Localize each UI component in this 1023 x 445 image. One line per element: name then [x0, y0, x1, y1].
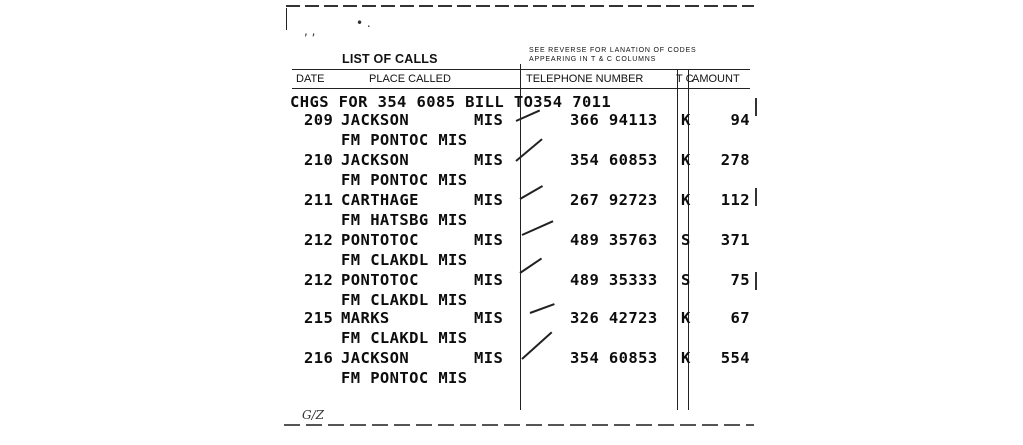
- column-header-place: PLACE CALLED: [369, 73, 451, 85]
- call-tc: K: [681, 151, 691, 169]
- call-place: PONTOTOC: [341, 231, 419, 249]
- call-origin: FM CLAKDL MIS: [341, 291, 468, 309]
- call-row: [284, 110, 750, 130]
- call-date: 215: [304, 309, 334, 327]
- call-date: 212: [304, 271, 334, 289]
- check-mark: [521, 331, 552, 359]
- call-row: [284, 270, 750, 290]
- call-row: [284, 308, 750, 328]
- codes-note-line-1: SEE REVERSE FOR LANATION OF CODES: [529, 47, 697, 54]
- call-origin-row: [284, 170, 468, 190]
- ink-specks: • .: [356, 16, 371, 30]
- call-phone: 267 92723: [570, 191, 658, 209]
- call-place: MARKS: [341, 309, 390, 327]
- call-origin-row: [284, 290, 468, 310]
- call-tc: K: [681, 349, 691, 367]
- call-date: 216: [304, 349, 334, 367]
- call-state: MIS: [474, 191, 504, 209]
- call-row: [284, 190, 750, 210]
- call-list-form: [284, 2, 760, 440]
- footer-scrawl: G/Z: [302, 408, 324, 422]
- call-place: CARTHAGE: [341, 191, 419, 209]
- call-state: MIS: [474, 151, 504, 169]
- call-origin: FM CLAKDL MIS: [341, 251, 468, 269]
- check-mark: [530, 303, 555, 314]
- call-origin-row: [284, 250, 468, 270]
- call-origin-row: [284, 368, 468, 388]
- call-date: 210: [304, 151, 334, 169]
- column-header-tc: T C: [676, 73, 694, 85]
- column-header-phone: TELEPHONE NUMBER: [526, 73, 644, 85]
- call-origin: FM PONTOC MIS: [341, 171, 468, 189]
- right-edge-mark: [755, 98, 757, 116]
- check-mark: [520, 185, 544, 200]
- call-amount: 554: [720, 349, 750, 367]
- call-tc: S: [681, 231, 691, 249]
- call-tc: K: [681, 309, 691, 327]
- call-phone: 326 42723: [570, 309, 658, 327]
- call-tc: S: [681, 271, 691, 289]
- column-header-date: DATE: [296, 73, 325, 85]
- call-row: [284, 150, 750, 170]
- call-place: JACKSON: [341, 349, 410, 367]
- call-tc: K: [681, 111, 691, 129]
- call-place: JACKSON: [341, 151, 410, 169]
- call-date: 211: [304, 191, 334, 209]
- corner-mark: [286, 8, 287, 30]
- call-amount: 94: [730, 111, 750, 129]
- check-mark: [522, 220, 554, 236]
- call-row: [284, 348, 750, 368]
- top-dashed-border: [286, 5, 754, 7]
- ink-specks: , ,: [304, 24, 316, 38]
- call-state: MIS: [474, 111, 504, 129]
- call-state: MIS: [474, 231, 504, 249]
- bottom-dashed-border: [284, 424, 754, 426]
- call-amount: 371: [720, 231, 750, 249]
- call-state: MIS: [474, 271, 504, 289]
- codes-note-line-2: APPEARING IN T & C COLUMNS: [529, 56, 657, 63]
- call-place: JACKSON: [341, 111, 410, 129]
- call-origin-row: [284, 130, 468, 150]
- call-tc: K: [681, 191, 691, 209]
- column-header-amount: AMOUNT: [692, 73, 740, 85]
- call-origin: FM CLAKDL MIS: [341, 329, 468, 347]
- call-phone: 354 60853: [570, 151, 658, 169]
- call-phone: 354 60853: [570, 349, 658, 367]
- right-edge-mark: [755, 272, 757, 290]
- call-amount: 112: [720, 191, 750, 209]
- call-phone: 366 94113: [570, 111, 658, 129]
- call-place: PONTOTOC: [341, 271, 419, 289]
- call-origin-row: [284, 328, 468, 348]
- phone-tc-divider: [677, 70, 678, 410]
- check-mark: [519, 258, 542, 274]
- right-edge-mark: [755, 188, 757, 206]
- call-origin: FM PONTOC MIS: [341, 131, 468, 149]
- call-date: 212: [304, 231, 334, 249]
- call-state: MIS: [474, 349, 504, 367]
- header-bottom-rule: [292, 88, 750, 89]
- call-date: 209: [304, 111, 334, 129]
- call-origin: FM PONTOC MIS: [341, 369, 468, 387]
- call-state: MIS: [474, 309, 504, 327]
- call-phone: 489 35763: [570, 231, 658, 249]
- call-amount: 67: [730, 309, 750, 327]
- call-origin-row: [284, 210, 468, 230]
- call-origin: FM HATSBG MIS: [341, 211, 468, 229]
- call-amount: 278: [720, 151, 750, 169]
- list-title: LIST OF CALLS: [342, 52, 438, 66]
- call-row: [284, 230, 750, 250]
- call-phone: 489 35333: [570, 271, 658, 289]
- call-amount: 75: [730, 271, 750, 289]
- charges-line: CHGS FOR 354 6085 BILL TO354 7011: [290, 93, 612, 111]
